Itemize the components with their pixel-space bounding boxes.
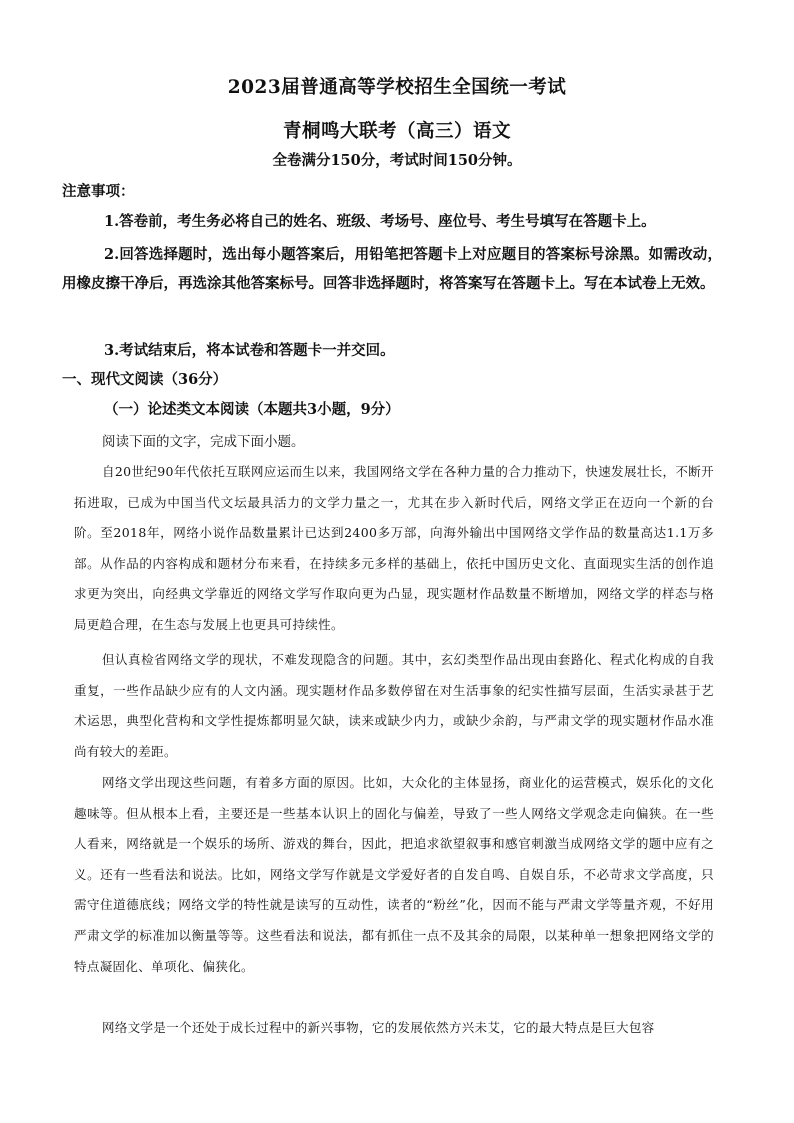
passage-paragraph-4: 网络文学是一个还处于成长过程中的新兴事物，它的发展依然方兴未艾，它的最大特点是巨大包容 [102,1020,655,1035]
reading-instruction: 阅读下面的文字，完成下面小题。 [102,434,305,450]
notes-heading: 注意事项： [62,183,135,200]
note-item-3: 3.考试结束后，将本试卷和答题卡一并交回。 [104,342,395,359]
section-heading: 一、现代文阅读（36分） [62,371,228,388]
passage-paragraph-3: 网络文学出现这些问题，有着多方面的原因。比如，大众化的主体显扬，商业化的运营模式，娱乐化的文化趣味等。但从根本上看，主要还是一些基本认识上的固化与偏差，导致了一些人网络文学观念走向偏狭。在一些人看来，网络就是一个娱乐的场所、游戏的舞台，因此，把追求欲望叙事和感官刺激当成网络文学的题中应有之义。还有一些看法和说法。比如，网络文学写作就是文学爱好者的自发自鸣、自娱自乐，不必苛求文学高度，只需守住道德底线；网络文学的特性就是读写的互动性，读者的“粉丝”化，因而不能与严肃文学等量齐观，不好用严肃文学的标准加以衡量等等。这些看法和说法，都有抓住一点不及其余的局限，以某种单一想象把网络文学的特点凝固化、单项化、偏狭化。 [74,775,714,974]
exam-subject-title: 青桐鸣大联考（高三）语文 [282,121,511,142]
note-item-2: 2.回答选择题时，选出每小题答案后，用铅笔把答题卡上对应题目的答案标号涂黑。如需改动，用橡皮擦干净后，再选涂其他答案标号。回答非选择题时，将答案写在答题卡上。写在本试卷上无效。 [62,246,722,292]
subsection-heading: （一）论述类文本阅读（本题共3小题，9分） [104,401,400,418]
exam-title: 2023届普通高等学校招生全国统一考试 [227,77,567,98]
note-item-1: 1.答卷前，考生务必将自己的姓名、班级、考场号、座位号、考生号填写在答题卡上。 [104,213,656,230]
passage-paragraph-2: 但认真检省网络文学的现状，不难发现隐含的问题。其中，玄幻类型作品出现由套路化、程式化构成的自我重复，一些作品缺少应有的人文内涵。现实题材作品多数停留在对生活事象的纪实性描写层面，生活实录甚于艺术运思，典型化营构和文学性提炼都明显欠缺，读来或缺少内力，或缺少余韵，与严肃文学的现实题材作品水准尚有较大的差距。 [74,652,714,759]
passage-paragraph-1: 自20世纪90年代依托互联网应运而生以来，我国网络文学在各种力量的合力推动下，快速发展壮长，不断开拓进取，已成为中国当代文坛最具活力的文学力量之一，尤其在步入新时代后，网络文学正在迈向一个新的台阶。至2018年，网络小说作品数量累计已达到2400多万部，向海外输出中国网络文学作品的数量高达1.1万多部。从作品的内容构成和题材分布来看，在持续多元多样的基础上，依托中国历史文化、直面现实生活的创作追求更为突出，向经典文学靠近的网络文学写作取向更为凸显，现实题材作品数量不断增加，网络文学的样态与格局更趋合理，在生态与发展上也更具可持续性。 [74,464,714,632]
exam-score-time: 全卷满分150分，考试时间150分钟。 [272,152,522,169]
